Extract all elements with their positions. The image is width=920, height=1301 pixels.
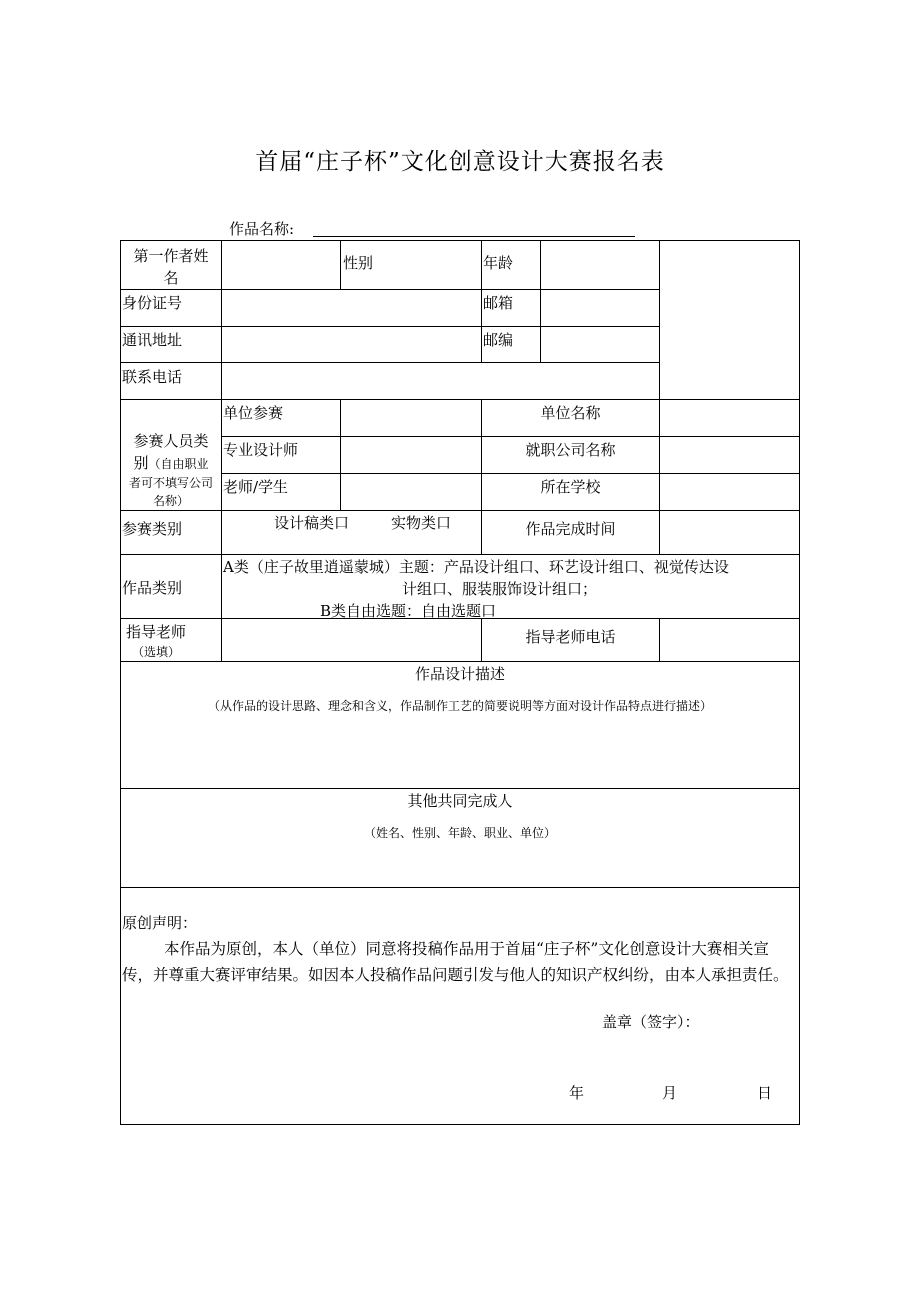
postcode-label: 邮编 — [483, 331, 514, 349]
email-input[interactable] — [542, 291, 658, 325]
advisor-note: （选填） — [131, 645, 180, 659]
age-input[interactable] — [542, 243, 658, 287]
first-author-input[interactable] — [223, 243, 339, 287]
advisor-input[interactable] — [223, 620, 480, 660]
postcode-input[interactable] — [542, 328, 658, 361]
participant-category-note3: 名称） — [152, 494, 189, 508]
seal-signature-label: 盖章（签字）： — [602, 1013, 700, 1031]
work-category-line1[interactable]: A类（庄子故里逍遥蒙城）主题：产品设计组口、环艺设计组口、视觉传达设 — [223, 558, 729, 576]
contest-category-label: 参赛类别 — [122, 520, 183, 538]
first-author-label-line2: 名 — [163, 269, 179, 287]
company-name-input[interactable] — [661, 438, 798, 472]
unit-entry-label: 单位参赛 — [223, 404, 284, 422]
date-year-label: 年 — [569, 1084, 585, 1102]
school-input[interactable] — [661, 475, 798, 509]
advisor-label-text: 指导老师 — [125, 623, 186, 641]
work-name-label: 作品名称: — [229, 220, 295, 238]
coauthors-input[interactable] — [122, 846, 798, 886]
id-number-input[interactable] — [223, 291, 480, 325]
pro-designer-label: 专业设计师 — [223, 441, 299, 459]
declaration-body: 本作品为原创，本人（单位）同意将投稿作品用于首届“庄子杯”文化创意设计大赛相关宣传，并尊重大赛评审结果。如因本人投稿作品问题引发与他人的知识产权纠纷，由本人承担责任。 — [122, 940, 789, 984]
unit-name-label: 单位名称 — [540, 404, 601, 422]
description-note: （从作品的设计思路、理念和含义，作品制作工艺的简要说明等方面对设计作品特点进行描述） — [207, 699, 712, 713]
draft-option-checkbox[interactable]: 设计稿类口 — [274, 514, 350, 532]
first-author-label-line1: 第一作者姓 — [133, 247, 209, 265]
work-category-line2[interactable]: 计组口、服装服饰设计组口； — [402, 580, 598, 598]
school-label: 所在学校 — [540, 478, 601, 496]
age-label: 年龄 — [483, 254, 514, 272]
coauthors-heading: 其他共同完成人 — [407, 792, 513, 810]
phone-input[interactable] — [223, 364, 658, 398]
participant-category-line2 — [121, 452, 221, 474]
description-heading: 作品设计描述 — [414, 665, 505, 683]
completion-time-input[interactable] — [661, 512, 798, 553]
pro-designer-input[interactable] — [342, 438, 480, 472]
teacher-student-label: 老师/学生 — [223, 478, 289, 496]
declaration-heading: 原创声明： — [122, 914, 198, 932]
advisor-phone-input[interactable] — [661, 620, 798, 660]
teacher-student-input[interactable] — [342, 475, 480, 509]
advisor-phone-label: 指导老师电话 — [525, 628, 616, 646]
company-name-label: 就职公司名称 — [525, 441, 616, 459]
date-month-label: 月 — [662, 1084, 678, 1102]
phone-label: 联系电话 — [122, 368, 183, 386]
physical-option-checkbox[interactable]: 实物类口 — [391, 514, 452, 532]
participant-category-line2-text: 别 — [133, 454, 149, 472]
participant-category-note2: 者可不填写公司 — [128, 476, 213, 490]
unit-entry-input[interactable] — [342, 401, 480, 435]
participant-category-note1: （自由职业 — [148, 457, 209, 471]
coauthors-note: （姓名、性别、年龄、职业、单位） — [363, 826, 556, 840]
participant-category-label — [121, 430, 221, 510]
date-day-label: 日 — [757, 1084, 773, 1102]
id-number-label: 身份证号 — [122, 294, 183, 312]
form-title: 首届“庄子杯”文化创意设计大赛报名表 — [255, 149, 665, 175]
email-label: 邮箱 — [483, 294, 514, 312]
completion-time-label: 作品完成时间 — [525, 520, 616, 538]
gender-label: 性别 — [343, 254, 374, 272]
first-author-label — [121, 245, 221, 289]
address-label: 通讯地址 — [122, 331, 183, 349]
work-category-line3[interactable]: B类自由选题：自由选题口 — [320, 602, 497, 620]
advisor-label — [121, 621, 191, 661]
description-input[interactable] — [122, 720, 798, 786]
work-category-label: 作品类别 — [122, 579, 183, 597]
address-input[interactable] — [223, 328, 480, 361]
participant-category-line1: 参赛人员类 — [133, 432, 209, 450]
photo-area — [661, 242, 798, 398]
unit-name-input[interactable] — [661, 401, 798, 435]
